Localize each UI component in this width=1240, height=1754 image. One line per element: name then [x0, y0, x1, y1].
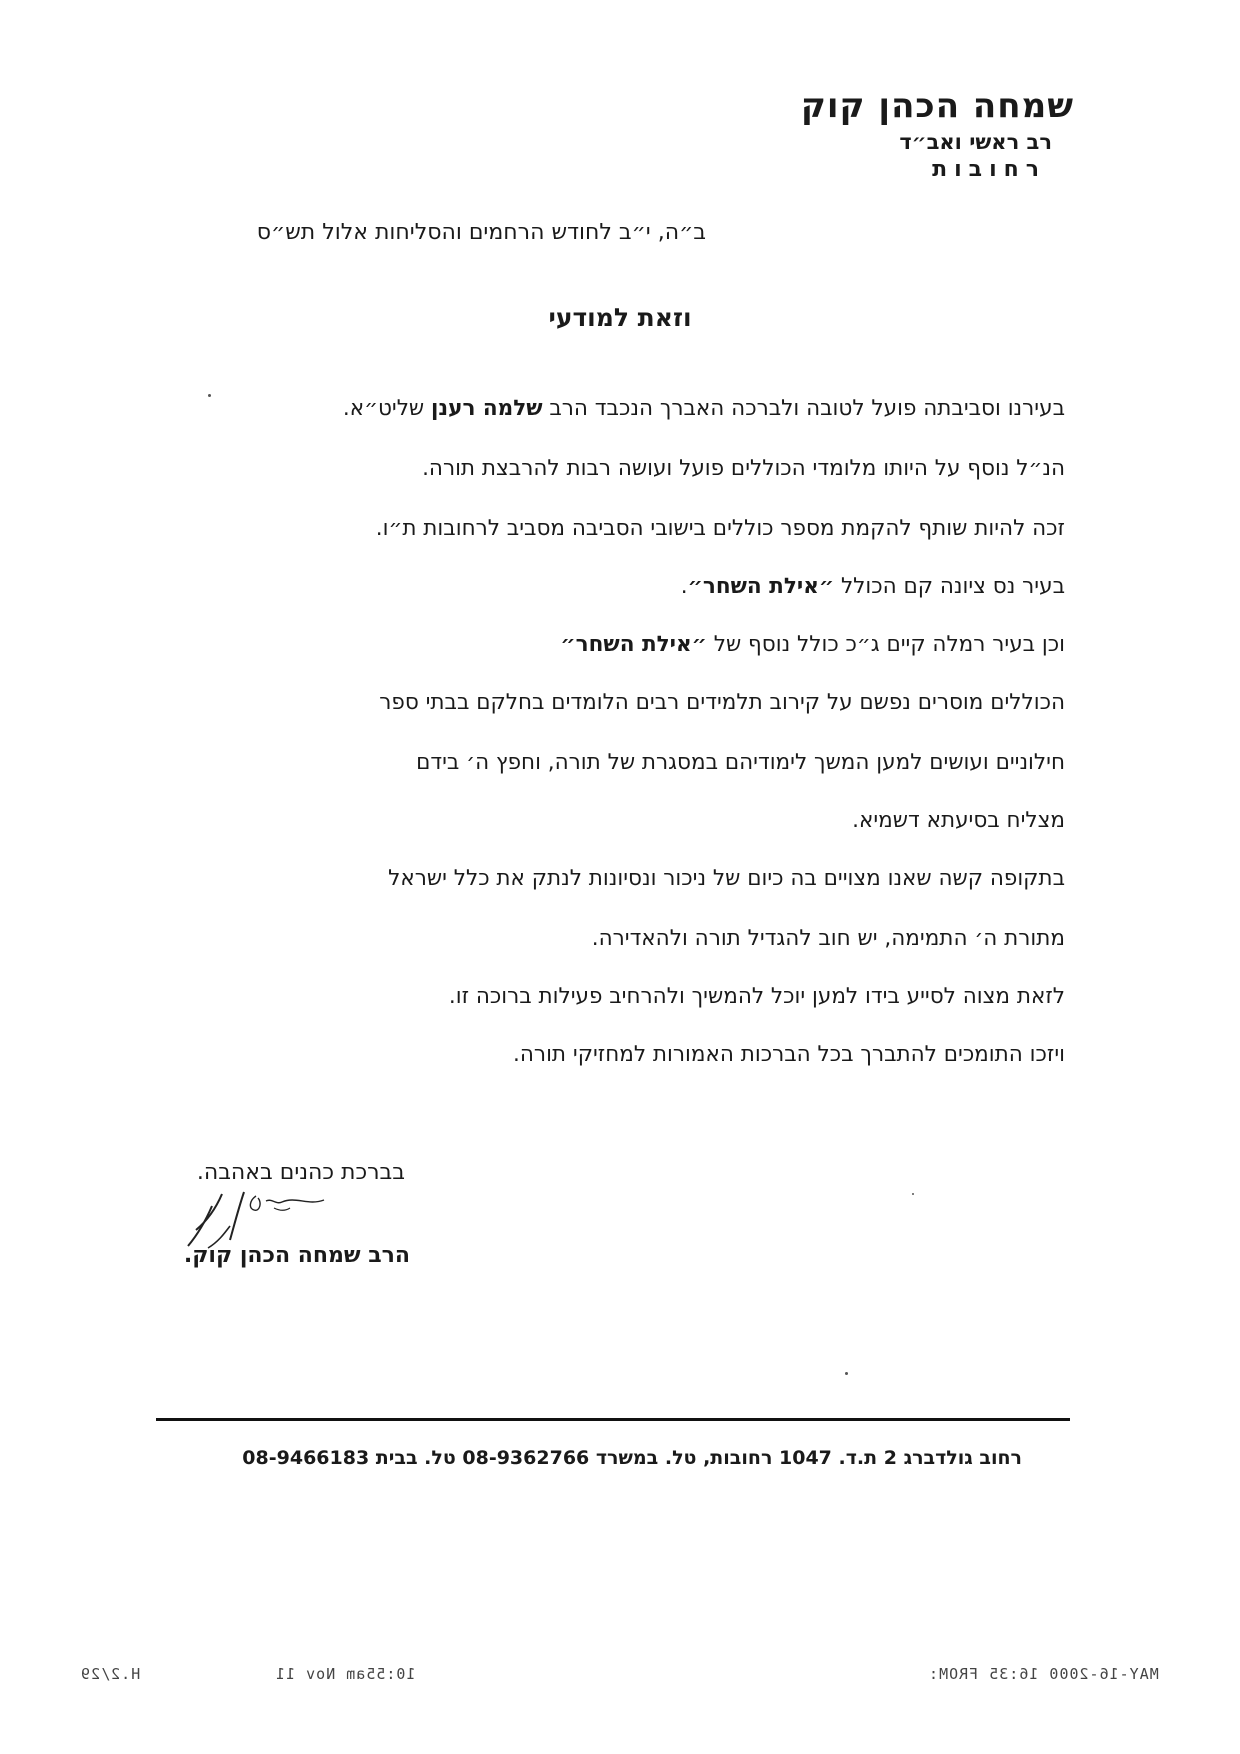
kollel-name-2: ״אילת השחר״ [560, 632, 707, 657]
scan-speck [208, 394, 211, 397]
handwritten-signature [178, 1186, 328, 1250]
letterhead-title: רב ראשי ואב״ד [899, 130, 1052, 154]
kollel-name-1: ״אילת השחר״ [687, 574, 835, 599]
body-line-1-end: שליט״א. [342, 396, 431, 421]
footer-divider [156, 1418, 1070, 1421]
body-line-9: בתקופה קשה שאנו מצויים בה כיום של ניכור ונסיונות לנתק את כלל ישראל [388, 866, 1065, 891]
body-line-8: מצליח בסיעתא דשמיא. [852, 808, 1065, 833]
body-line-4-end: . [680, 574, 688, 599]
body-line-3: זכה להיות שותף להקמת מספר כוללים בישובי הסביבה מסביב לרחובות ת״ו. [375, 516, 1065, 541]
body-line-11: לזאת מצוה לסייע בידו למען יוכל להמשיך ולהרחיב פעילות ברוכה זו. [448, 984, 1065, 1009]
signed-name: הרב שמחה הכהן קוק. [183, 1243, 410, 1268]
letterhead-city: רחובות [932, 157, 1046, 182]
body-line-1 [343, 398, 1065, 420]
body-line-5-start: וכן בעיר רמלה קיים ג״כ כולל נוסף של [706, 632, 1065, 657]
scan-speck [912, 1193, 914, 1195]
closing-blessing: בברכת כהנים באהבה. [196, 1160, 405, 1185]
body-line-4-start: בעיר נס ציונה קם הכולל [834, 574, 1065, 599]
fax-page-count: H.2/29 [80, 1665, 141, 1683]
fax-received-time: 10:55am Nov 11 [275, 1665, 416, 1683]
date-line: ב״ה, י״ב לחודש הרחמים והסליחות אלול תש״ס [256, 220, 706, 245]
body-line-12: ויזכו התומכים להתברך בכל הברכות האמורות למחזיקי תורה. [513, 1042, 1065, 1067]
body-line-1-start: בעירנו וסביבתה פועל לטובה ולברכה האברך הנכבד הרב [542, 396, 1065, 421]
body-line-6: הכוללים מוסרים נפשם על קירוב תלמידים רבים הלומדים בחלקם בבתי ספר [379, 690, 1065, 715]
body-line-2: הנ״ל נוסף על היותו מלומדי הכוללים פועל ועושה רבות להרבצת תורה. [422, 456, 1065, 481]
subject-heading: וזאת למודעי [548, 303, 692, 332]
body-line-7: חילוניים ועושים למען המשך לימודיהם במסגרת של תורה, וחפץ ה׳ בידם [416, 750, 1065, 775]
body-line-4 [681, 576, 1065, 598]
scan-speck [845, 1372, 848, 1375]
footer-contact: רחוב גולדברג 2 ת.ד. 1047 רחובות, טל. במשרד 08-9362766 טל. בבית 08-9466183 [242, 1447, 1022, 1469]
honoree-name: שלמה רענן [431, 396, 543, 421]
fax-sent-stamp: MAY-16-2000 16:35 FROM: [928, 1665, 1159, 1683]
letterhead-name: שמחה הכהן קוק [800, 86, 1074, 126]
body-line-5 [560, 634, 1065, 656]
body-line-10: מתורת ה׳ התמימה, יש חוב להגדיל תורה ולהאדירה. [591, 926, 1065, 951]
